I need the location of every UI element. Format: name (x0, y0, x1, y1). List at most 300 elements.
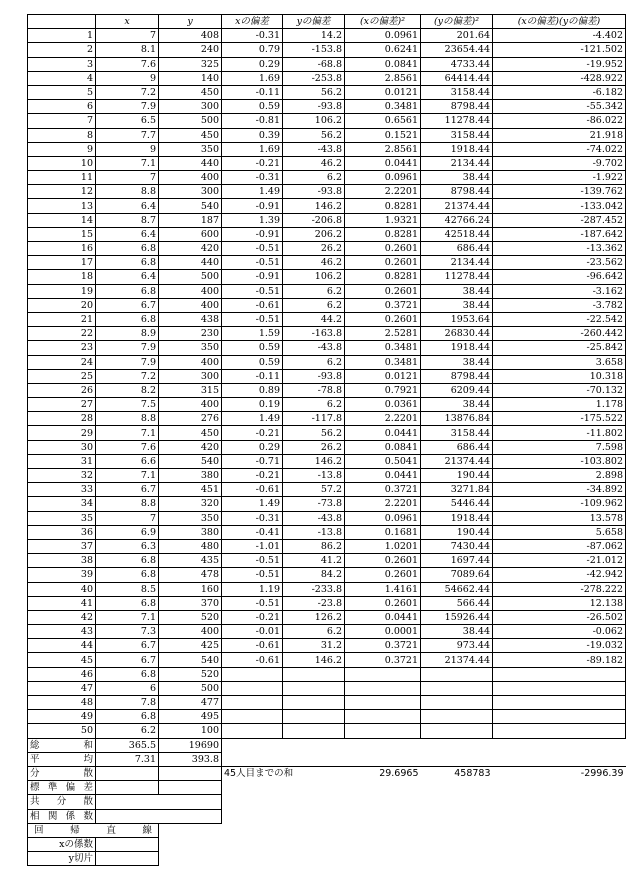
xy-deviation-product: -121.502 (493, 43, 626, 57)
y-deviation: -93.8 (283, 185, 345, 199)
x-value: 6.4 (96, 227, 159, 241)
x-value: 7.9 (96, 355, 159, 369)
y-deviation-squared: 4733.44 (421, 57, 493, 71)
sum-label: 総 和 (28, 738, 96, 752)
empty-cell (222, 752, 283, 766)
xy-deviation-product: -19.952 (493, 57, 626, 71)
x-value: 6.8 (96, 710, 159, 724)
table-row (28, 568, 626, 582)
x-deviation: 1.69 (222, 142, 283, 156)
xy-deviation-product: -34.892 (493, 483, 626, 497)
y-deviation-squared: 8798.44 (421, 369, 493, 383)
y-deviation-squared: 973.44 (421, 639, 493, 653)
sum-row (28, 738, 626, 752)
row-number: 49 (28, 710, 96, 724)
x-deviation: -1.01 (222, 539, 283, 553)
x-deviation-squared: 0.0841 (345, 57, 421, 71)
regression-label (28, 823, 159, 837)
xy-deviation-product: -70.132 (493, 383, 626, 397)
y-value: 438 (159, 312, 222, 326)
y-deviation-squared: 15926.44 (421, 610, 493, 624)
x-deviation-squared: 0.3481 (345, 100, 421, 114)
sum-x: 365.5 (96, 738, 159, 752)
x-value: 8.2 (96, 383, 159, 397)
x-deviation-squared: 2.8561 (345, 142, 421, 156)
empty-cell (222, 837, 283, 851)
x-deviation: 1.49 (222, 412, 283, 426)
sum45-y-deviation-squared: 458783 (421, 766, 493, 780)
x-deviation-squared: 0.2601 (345, 284, 421, 298)
row-number: 15 (28, 227, 96, 241)
x-deviation (222, 667, 283, 681)
table-row (28, 440, 626, 454)
x-deviation-squared: 0.0121 (345, 85, 421, 99)
empty-cell (283, 738, 345, 752)
variance-row (28, 766, 626, 780)
variance-y (159, 766, 222, 780)
x-deviation: -0.51 (222, 242, 283, 256)
x-deviation: -0.51 (222, 284, 283, 298)
x-deviation: 0.19 (222, 398, 283, 412)
x-deviation: -0.81 (222, 114, 283, 128)
x-deviation-squared: 0.2601 (345, 568, 421, 582)
row-number: 40 (28, 582, 96, 596)
empty-cell (283, 781, 345, 795)
x-value: 6.7 (96, 298, 159, 312)
y-value: 160 (159, 582, 222, 596)
row-number: 20 (28, 298, 96, 312)
row-number: 8 (28, 128, 96, 142)
y-value: 420 (159, 242, 222, 256)
empty-cell (421, 823, 493, 837)
row-number: 25 (28, 369, 96, 383)
empty-cell (345, 809, 421, 823)
y-deviation-squared: 201.64 (421, 29, 493, 43)
empty-cell (493, 809, 626, 823)
x-deviation: -0.91 (222, 227, 283, 241)
y-value: 450 (159, 85, 222, 99)
coefficient-label: xの係数 (28, 837, 96, 851)
sum45-xy-deviation-product: -2996.39 (493, 766, 626, 780)
table-row (28, 497, 626, 511)
y-value: 480 (159, 539, 222, 553)
row-number: 39 (28, 568, 96, 582)
x-value: 7.1 (96, 469, 159, 483)
y-value: 350 (159, 511, 222, 525)
y-deviation: -43.8 (283, 341, 345, 355)
x-deviation-squared: 0.2601 (345, 596, 421, 610)
xy-deviation-product: -278.222 (493, 582, 626, 596)
empty-cell (421, 809, 493, 823)
x-deviation-squared: 0.0441 (345, 469, 421, 483)
table-row (28, 128, 626, 142)
table-row (28, 341, 626, 355)
xy-deviation-product: -187.642 (493, 227, 626, 241)
xy-deviation-product: -0.062 (493, 625, 626, 639)
x-deviation: -0.31 (222, 511, 283, 525)
y-deviation: 31.2 (283, 639, 345, 653)
empty-cell (345, 795, 421, 809)
y-value: 440 (159, 256, 222, 270)
x-deviation-squared: 0.6241 (345, 43, 421, 57)
x-deviation: -0.61 (222, 653, 283, 667)
y-deviation-squared: 686.44 (421, 440, 493, 454)
xy-deviation-product: 3.658 (493, 355, 626, 369)
y-deviation-squared: 42518.44 (421, 227, 493, 241)
y-value: 600 (159, 227, 222, 241)
y-value: 425 (159, 639, 222, 653)
xy-deviation-product (493, 710, 626, 724)
y-deviation: -153.8 (283, 43, 345, 57)
y-value: 500 (159, 681, 222, 695)
x-deviation: -0.11 (222, 369, 283, 383)
y-deviation: 6.2 (283, 298, 345, 312)
table-row (28, 114, 626, 128)
row-number: 5 (28, 85, 96, 99)
x-deviation (222, 710, 283, 724)
xy-deviation-product (493, 681, 626, 695)
empty-cell (493, 823, 626, 837)
y-deviation: -117.8 (283, 412, 345, 426)
xy-deviation-product: -175.522 (493, 412, 626, 426)
row-number: 28 (28, 412, 96, 426)
x-deviation: 0.29 (222, 57, 283, 71)
x-value: 7 (96, 511, 159, 525)
y-deviation-squared: 23654.44 (421, 43, 493, 57)
x-deviation-squared: 0.8281 (345, 199, 421, 213)
y-deviation: 146.2 (283, 199, 345, 213)
y-value: 400 (159, 298, 222, 312)
xy-deviation-product: 10.318 (493, 369, 626, 383)
x-deviation: 0.39 (222, 128, 283, 142)
y-deviation-squared: 38.44 (421, 171, 493, 185)
x-value: 6.8 (96, 284, 159, 298)
x-value: 7 (96, 171, 159, 185)
y-deviation (283, 724, 345, 738)
row-number: 19 (28, 284, 96, 298)
y-value: 380 (159, 525, 222, 539)
row-number: 50 (28, 724, 96, 738)
x-value: 6.5 (96, 114, 159, 128)
x-value: 6 (96, 681, 159, 695)
table-row (28, 610, 626, 624)
xy-deviation-product: -25.842 (493, 341, 626, 355)
xy-deviation-product: -96.642 (493, 270, 626, 284)
y-value: 540 (159, 653, 222, 667)
xy-deviation-product: -428.922 (493, 71, 626, 85)
x-deviation: 0.79 (222, 43, 283, 57)
y-value: 100 (159, 724, 222, 738)
xy-deviation-product: -42.942 (493, 568, 626, 582)
x-value: 7.9 (96, 341, 159, 355)
y-deviation: -43.8 (283, 511, 345, 525)
x-deviation: -0.21 (222, 469, 283, 483)
y-deviation: 106.2 (283, 270, 345, 284)
empty-cell (345, 781, 421, 795)
header-row (28, 15, 626, 29)
row-number: 46 (28, 667, 96, 681)
y-deviation: -253.8 (283, 71, 345, 85)
y-deviation: 41.2 (283, 554, 345, 568)
xy-deviation-product: -3.782 (493, 298, 626, 312)
y-deviation: -78.8 (283, 383, 345, 397)
x-deviation-squared: 0.2601 (345, 256, 421, 270)
y-deviation-squared: 3158.44 (421, 85, 493, 99)
table-row (28, 100, 626, 114)
row-number: 22 (28, 327, 96, 341)
y-deviation-squared: 38.44 (421, 398, 493, 412)
y-deviation: 44.2 (283, 312, 345, 326)
y-deviation-squared (421, 667, 493, 681)
x-deviation: 0.59 (222, 355, 283, 369)
header-y-deviation: yの偏差 (283, 15, 345, 29)
xy-deviation-product: -11.802 (493, 426, 626, 440)
x-deviation-squared: 0.6561 (345, 114, 421, 128)
y-deviation-squared: 7430.44 (421, 539, 493, 553)
y-value: 478 (159, 568, 222, 582)
table-row (28, 71, 626, 85)
xy-deviation-product: -86.022 (493, 114, 626, 128)
y-value: 400 (159, 284, 222, 298)
y-deviation: -93.8 (283, 100, 345, 114)
x-deviation-squared: 0.3721 (345, 298, 421, 312)
y-deviation-squared: 11278.44 (421, 270, 493, 284)
table-row (28, 171, 626, 185)
xy-deviation-product (493, 696, 626, 710)
row-number: 36 (28, 525, 96, 539)
y-deviation: -233.8 (283, 582, 345, 596)
x-deviation: -0.51 (222, 554, 283, 568)
empty-cell (345, 852, 421, 866)
xy-deviation-product: -74.022 (493, 142, 626, 156)
y-deviation-squared: 190.44 (421, 525, 493, 539)
y-deviation-squared: 566.44 (421, 596, 493, 610)
y-deviation: 26.2 (283, 440, 345, 454)
x-value: 7.9 (96, 100, 159, 114)
y-deviation-squared: 13876.84 (421, 412, 493, 426)
regression-label-3: 直 (106, 824, 116, 836)
x-deviation-squared: 2.2201 (345, 185, 421, 199)
empty-cell (159, 852, 222, 866)
row-number: 16 (28, 242, 96, 256)
table-row (28, 639, 626, 653)
row-number: 24 (28, 355, 96, 369)
table-row (28, 227, 626, 241)
empty-cell (283, 852, 345, 866)
y-value: 420 (159, 440, 222, 454)
table-row (28, 696, 626, 710)
xy-deviation-product: 1.178 (493, 398, 626, 412)
empty-cell (283, 837, 345, 851)
y-deviation: 56.2 (283, 85, 345, 99)
y-deviation: 6.2 (283, 398, 345, 412)
table-row (28, 483, 626, 497)
row-number: 45 (28, 653, 96, 667)
table-row (28, 454, 626, 468)
intercept-label: y切片 (28, 852, 96, 866)
intercept-row (28, 852, 626, 866)
y-deviation-squared: 1918.44 (421, 511, 493, 525)
table-row (28, 213, 626, 227)
x-value: 6.4 (96, 199, 159, 213)
x-deviation: 1.39 (222, 213, 283, 227)
row-number: 21 (28, 312, 96, 326)
sum45-x-deviation-squared: 29.6965 (345, 766, 421, 780)
header-corner (28, 15, 96, 29)
y-deviation: 126.2 (283, 610, 345, 624)
y-value: 435 (159, 554, 222, 568)
x-deviation: -0.71 (222, 454, 283, 468)
x-value: 7.2 (96, 85, 159, 99)
x-deviation: -0.91 (222, 270, 283, 284)
empty-cell (493, 738, 626, 752)
xy-deviation-product: -287.452 (493, 213, 626, 227)
x-deviation-squared (345, 667, 421, 681)
xy-deviation-product: 7.598 (493, 440, 626, 454)
coefficient-row (28, 837, 626, 851)
x-deviation-squared: 0.0441 (345, 156, 421, 170)
x-value: 6.6 (96, 454, 159, 468)
x-deviation-squared (345, 724, 421, 738)
y-deviation-squared: 38.44 (421, 298, 493, 312)
table-row (28, 85, 626, 99)
x-value: 7.8 (96, 696, 159, 710)
xy-deviation-product: 5.658 (493, 525, 626, 539)
y-deviation-squared: 7089.64 (421, 568, 493, 582)
xy-deviation-product: -4.402 (493, 29, 626, 43)
header-x: x (96, 15, 159, 29)
xy-deviation-product: -139.762 (493, 185, 626, 199)
x-deviation: -0.61 (222, 483, 283, 497)
empty-cell (283, 795, 345, 809)
y-deviation-squared: 64414.44 (421, 71, 493, 85)
x-value: 6.2 (96, 724, 159, 738)
regression-label-4: 線 (142, 824, 152, 836)
x-deviation: 1.49 (222, 497, 283, 511)
table-row (28, 383, 626, 397)
y-value: 495 (159, 710, 222, 724)
xy-deviation-product: -87.062 (493, 539, 626, 553)
table-row (28, 312, 626, 326)
xy-deviation-product: -89.182 (493, 653, 626, 667)
x-deviation: 1.49 (222, 185, 283, 199)
row-number: 9 (28, 142, 96, 156)
x-deviation: 1.69 (222, 71, 283, 85)
empty-cell (421, 795, 493, 809)
table-row (28, 156, 626, 170)
row-number: 32 (28, 469, 96, 483)
x-value: 8.1 (96, 43, 159, 57)
row-number: 42 (28, 610, 96, 624)
table-row (28, 426, 626, 440)
x-value: 7.1 (96, 610, 159, 624)
y-value: 350 (159, 142, 222, 156)
x-deviation: -0.11 (222, 85, 283, 99)
empty-cell (222, 795, 283, 809)
y-deviation: -13.8 (283, 469, 345, 483)
header-x-deviation: xの偏差 (222, 15, 283, 29)
x-deviation (222, 724, 283, 738)
table-row (28, 554, 626, 568)
table-row (28, 596, 626, 610)
y-value: 500 (159, 114, 222, 128)
empty-cell (222, 823, 283, 837)
x-deviation: -0.51 (222, 596, 283, 610)
y-deviation-squared: 42766.24 (421, 213, 493, 227)
x-deviation-squared: 0.0961 (345, 171, 421, 185)
x-deviation-squared: 0.1681 (345, 525, 421, 539)
y-deviation-squared: 1918.44 (421, 142, 493, 156)
x-deviation: -0.61 (222, 298, 283, 312)
row-number: 23 (28, 341, 96, 355)
mean-label: 平 均 (28, 752, 96, 766)
x-deviation-squared: 1.9321 (345, 213, 421, 227)
y-deviation (283, 696, 345, 710)
y-deviation: 46.2 (283, 256, 345, 270)
empty-cell (493, 852, 626, 866)
row-number: 47 (28, 681, 96, 695)
row-number: 2 (28, 43, 96, 57)
row-number: 18 (28, 270, 96, 284)
xy-deviation-product: -26.502 (493, 610, 626, 624)
y-deviation-squared: 1697.44 (421, 554, 493, 568)
empty-cell (222, 781, 283, 795)
y-deviation-squared: 38.44 (421, 355, 493, 369)
y-value: 140 (159, 71, 222, 85)
xy-deviation-product: -23.562 (493, 256, 626, 270)
empty-cell (421, 781, 493, 795)
y-deviation-squared (421, 724, 493, 738)
row-number: 26 (28, 383, 96, 397)
x-deviation-squared: 2.2201 (345, 497, 421, 511)
xy-deviation-product: 12.138 (493, 596, 626, 610)
x-deviation-squared: 0.0361 (345, 398, 421, 412)
table-row (28, 469, 626, 483)
x-value: 8.8 (96, 185, 159, 199)
x-value: 8.9 (96, 327, 159, 341)
x-value: 7.1 (96, 156, 159, 170)
stdev-y (159, 781, 222, 795)
x-value: 6.7 (96, 483, 159, 497)
table-row (28, 242, 626, 256)
table-row (28, 681, 626, 695)
x-deviation: -0.21 (222, 156, 283, 170)
y-deviation-squared: 8798.44 (421, 100, 493, 114)
x-deviation-squared: 2.8561 (345, 71, 421, 85)
y-deviation-squared: 3271.84 (421, 483, 493, 497)
x-deviation-squared: 0.0441 (345, 610, 421, 624)
empty-cell (421, 738, 493, 752)
y-value: 520 (159, 667, 222, 681)
variance-x (96, 766, 159, 780)
y-value: 230 (159, 327, 222, 341)
x-value: 7.3 (96, 625, 159, 639)
x-deviation (222, 681, 283, 695)
xy-deviation-product: -133.042 (493, 199, 626, 213)
x-value: 6.7 (96, 639, 159, 653)
empty-cell (345, 837, 421, 851)
xy-deviation-product: -13.362 (493, 242, 626, 256)
y-value: 320 (159, 497, 222, 511)
empty-cell (493, 781, 626, 795)
x-value: 8.8 (96, 412, 159, 426)
mean-y: 393.8 (159, 752, 222, 766)
x-value: 7.1 (96, 426, 159, 440)
xy-deviation-product: -3.162 (493, 284, 626, 298)
x-deviation: -0.31 (222, 171, 283, 185)
x-deviation-squared: 0.3481 (345, 355, 421, 369)
y-deviation-squared (421, 710, 493, 724)
